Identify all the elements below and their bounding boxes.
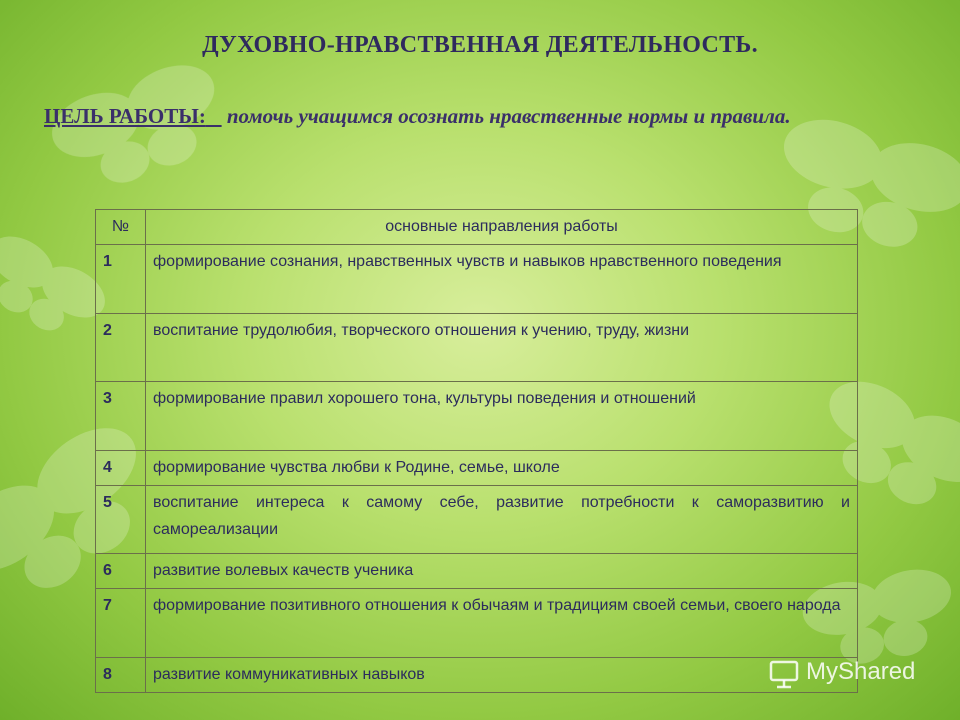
watermark-text: MyShared [806, 658, 916, 685]
table-row [96, 382, 858, 451]
row-text: развитие волевых качеств ученика [146, 554, 858, 589]
row-number: 2 [96, 314, 146, 382]
row-number: 8 [96, 658, 146, 693]
row-text: формирование чувства любви к Родине, семье, школе [146, 451, 858, 486]
row-text: формирование сознания, нравственных чувств и навыков нравственного поведения [146, 245, 858, 314]
row-text: воспитание интереса к самому себе, развитие потребности к саморазвитию и самореализации [146, 486, 858, 554]
row-number: 1 [96, 245, 146, 314]
directions-table [95, 209, 858, 693]
row-number: 5 [96, 486, 146, 554]
header-number: № [96, 210, 146, 245]
row-number: 3 [96, 382, 146, 451]
page-title: ДУХОВНО-НРАВСТВЕННАЯ ДЕЯТЕЛЬНОСТЬ. [202, 32, 758, 58]
goal-underline-gap [206, 104, 222, 128]
row-text: формирование позитивного отношения к обычаям и традициям своей семьи, своего народа [146, 589, 858, 658]
row-number: 7 [96, 589, 146, 658]
table-header-row [96, 210, 858, 245]
table-row [96, 658, 858, 693]
row-number: 4 [96, 451, 146, 486]
watermark [766, 656, 936, 690]
table-row [96, 486, 858, 554]
table-row [96, 451, 858, 486]
table-row [96, 245, 858, 314]
row-text: воспитание трудолюбия, творческого отношения к учению, труду, жизни [146, 314, 858, 382]
table-row [96, 314, 858, 382]
row-number: 6 [96, 554, 146, 589]
presentation-icon [768, 658, 800, 690]
header-directions: основные направления работы [146, 210, 858, 245]
row-text: формирование правил хорошего тона, культуры поведения и отношений [146, 382, 858, 451]
goal-text: помочь учащимся осознать нравственные нормы и правила. [226, 104, 791, 128]
table-row [96, 554, 858, 589]
goal-statement [44, 100, 884, 132]
row-text: развитие коммуникативных навыков [146, 658, 858, 693]
goal-label: ЦЕЛЬ РАБОТЫ: [44, 104, 206, 128]
table-row [96, 589, 858, 658]
